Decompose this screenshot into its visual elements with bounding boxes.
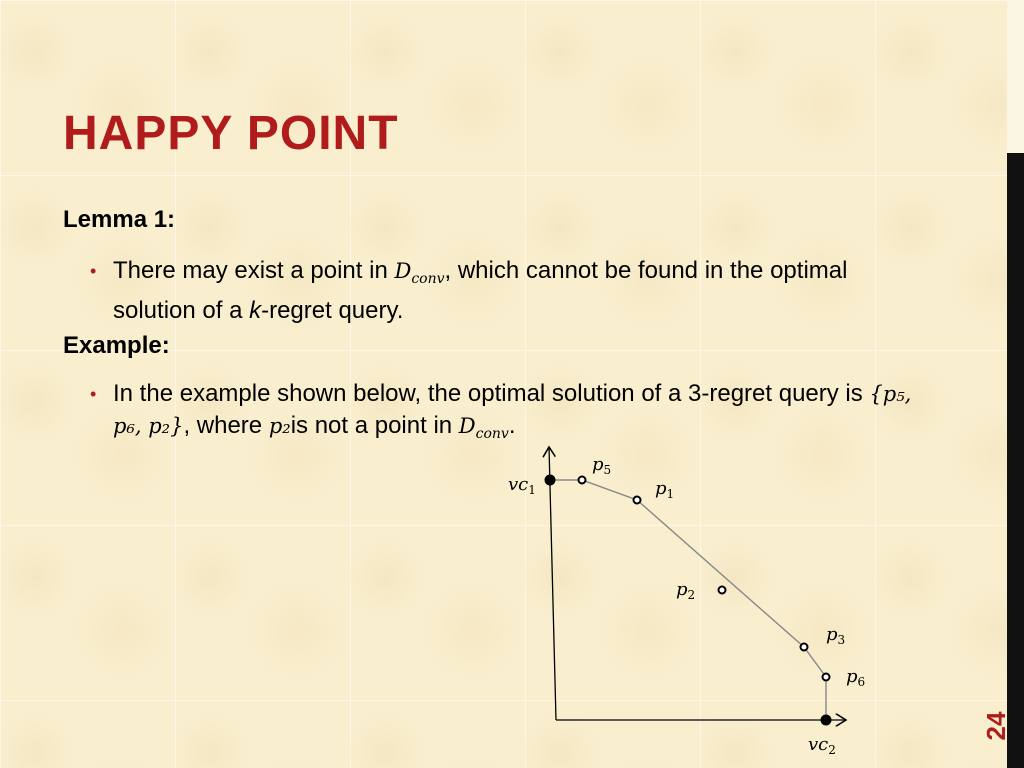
example-text: In the example shown below, the optimal solution of a 3-regret query is {p₅, p₆, p₂}, where p₂is not a point in $D_{conv}$.	[113, 380, 912, 443]
bullet-dot: •	[90, 261, 97, 281]
label-p3: $p_3$	[826, 624, 846, 647]
point-p1	[634, 497, 641, 504]
label-p6: $p_6$	[846, 666, 866, 689]
point-p5	[579, 477, 586, 484]
label-vc2: $vc_2$	[808, 734, 836, 757]
slide-title: HAPPY POINT	[63, 107, 399, 160]
point-p2	[719, 587, 726, 594]
y-axis	[549, 447, 556, 720]
point-p3	[801, 644, 808, 651]
lemma-heading: Lemma 1:	[63, 206, 176, 233]
page-number: 24	[981, 711, 1011, 741]
example-heading: Example:	[63, 332, 170, 359]
label-p2: $p_2$	[676, 579, 696, 602]
point-p6	[823, 674, 830, 681]
label-vc1: $vc_1$	[508, 474, 536, 497]
bullet-dot: •	[90, 384, 97, 404]
lemma-text: There may exist a point in $D_{conv}$, which cannot be found in the optimal solution of a k-regret query.	[113, 257, 848, 325]
label-p5: $p_5$	[592, 454, 612, 477]
point-vc1	[545, 475, 555, 485]
label-p1: $p_1$	[655, 478, 675, 501]
point-vc2	[821, 715, 831, 725]
